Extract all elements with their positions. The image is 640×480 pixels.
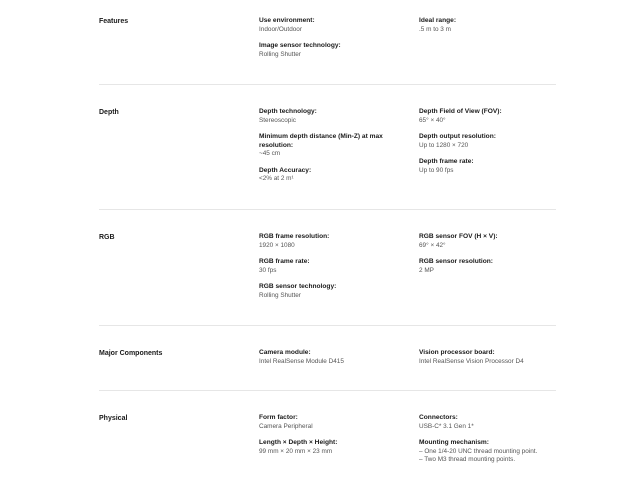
spec-label: RGB frame resolution:: [259, 233, 330, 240]
spec-column: [259, 233, 419, 308]
mounting-point-line: – Two M3 thread mounting points.: [419, 456, 516, 463]
spec-label: Use environment:: [259, 17, 315, 24]
spec-item: [259, 258, 419, 275]
spec-value: Up to 90 fps: [419, 166, 454, 174]
section-title: Major Components: [99, 350, 163, 357]
spec-label: Minimum depth distance (Min-Z) at max resolution:: [259, 133, 383, 149]
spec-label: RGB sensor technology:: [259, 283, 337, 290]
spec-label: Depth output resolution:: [419, 133, 496, 140]
spec-label: Image sensor technology:: [259, 42, 341, 49]
spec-value: Stereoscopic: [259, 116, 296, 124]
spec-label: Camera module:: [259, 349, 311, 356]
spec-item: [419, 158, 559, 175]
spec-item: [419, 258, 559, 275]
spec-value: <2% at 2 m¹: [259, 175, 294, 182]
spec-item: [259, 108, 419, 125]
spec-value: 1920 × 1080: [259, 241, 295, 249]
spec-value: Rolling Shutter: [259, 291, 301, 299]
section-divider: [99, 325, 556, 326]
spec-item: [419, 414, 559, 431]
spec-item: [259, 439, 419, 456]
spec-label: Connectors:: [419, 414, 458, 421]
spec-item: [419, 17, 559, 34]
spec-label: Mounting mechanism:: [419, 439, 489, 446]
spec-column: [419, 414, 559, 473]
spec-label: Depth technology:: [259, 108, 317, 115]
spec-value: 30 fps: [259, 266, 277, 274]
spec-item: [419, 233, 559, 250]
spec-value: USB-C* 3.1 Gen 1*: [419, 422, 474, 430]
spec-item: [259, 42, 419, 59]
section-title: Depth: [99, 109, 119, 116]
spec-item: [259, 17, 419, 34]
spec-item: [259, 167, 419, 184]
section-title: Features: [99, 18, 129, 25]
spec-value: Intel RealSense Module D415: [259, 357, 344, 365]
spec-item: [419, 349, 559, 366]
section-divider: [99, 390, 556, 391]
spec-label: Depth Accuracy:: [259, 166, 312, 174]
spec-item: [259, 233, 419, 250]
spec-value: Rolling Shutter: [259, 50, 301, 58]
spec-item: [259, 133, 419, 159]
spec-label: RGB sensor resolution:: [419, 258, 494, 265]
spec-value: .5 m to 3 m: [419, 25, 451, 33]
spec-label: RGB sensor FOV (H × V):: [419, 233, 498, 240]
spec-label: Vision processor board:: [419, 349, 495, 356]
spec-item: [419, 133, 559, 150]
spec-item: [259, 283, 419, 300]
spec-item: [419, 108, 559, 125]
mounting-point-line: – One 1/4-20 UNC thread mounting point.: [419, 447, 538, 455]
section-divider: [99, 209, 556, 210]
spec-column: [419, 108, 559, 183]
spec-value: 2 MP: [419, 266, 434, 274]
spec-value: Up to 1280 × 720: [419, 141, 469, 149]
spec-item: [259, 414, 419, 431]
spec-item: [419, 439, 559, 465]
spec-label: Ideal range:: [419, 17, 457, 24]
spec-value: ~45 cm: [259, 150, 281, 157]
spec-column: [419, 17, 559, 42]
section-title: Physical: [99, 415, 128, 422]
spec-column: [259, 17, 419, 67]
spec-column: [419, 233, 559, 283]
spec-value: Indoor/Outdoor: [259, 25, 302, 33]
spec-item: [259, 349, 419, 366]
spec-label: Depth Field of View (FOV):: [419, 108, 502, 115]
spec-value: Camera Peripheral: [259, 422, 313, 430]
spec-value: 69° × 42°: [419, 241, 446, 249]
spec-value: 65° × 40°: [419, 116, 446, 124]
spec-column: [259, 349, 419, 374]
spec-column: [419, 349, 559, 374]
spec-label: RGB frame rate:: [259, 258, 310, 265]
section-divider: [99, 84, 556, 85]
spec-value: [419, 448, 559, 465]
spec-value: 99 mm × 20 mm × 23 mm: [259, 447, 333, 455]
spec-value: Intel RealSense Vision Processor D4: [419, 357, 524, 365]
spec-label: Length × Depth × Height:: [259, 439, 338, 446]
spec-column: [259, 414, 419, 464]
spec-label: Form factor:: [259, 414, 298, 421]
section-title: RGB: [99, 234, 115, 241]
spec-label: Depth frame rate:: [419, 158, 474, 165]
spec-column: [259, 108, 419, 192]
